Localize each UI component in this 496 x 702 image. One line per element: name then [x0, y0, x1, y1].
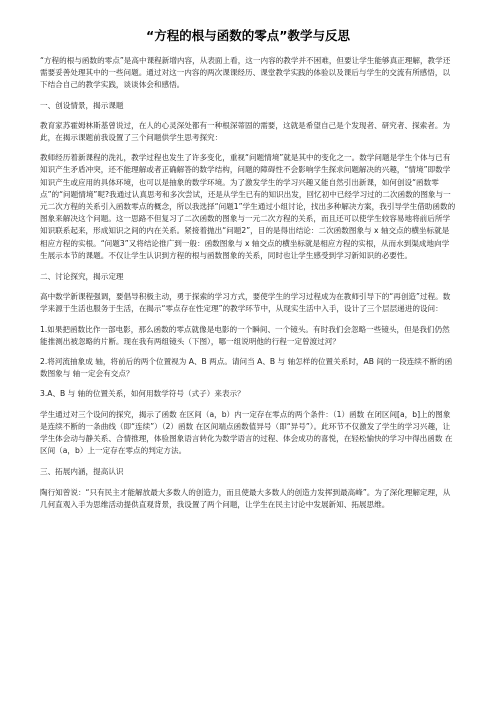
section-3-heading: 三、拓展内涵，提高认识: [40, 467, 124, 477]
section-1-paragraph-1: 教育家苏霍姆林斯基曾说过，在人的心灵深处都有一种根深蒂固的需要，这就是希望自己是个发现者、研究者、探索者。为此，在揭示课题前我设置了三个问题供学生思考探究：: [40, 120, 451, 143]
section-1-heading: 一、创设情景，揭示课题: [40, 100, 124, 110]
section-2-paragraph-2: 学生通过对三个设问的探究，揭示了函数 在区间（a，b）内一定存在零点的两个条件：（1）函数 在闭区间[a，b]上的图象是连续不断的一条曲线（即“连续”）（2）函数 在区间端点函数值异号（即“异号”）。此环节不仅激发了学生的学习兴趣，让学生体会动与静关系、合情推理，体验图象语言转化为数学语言的过程、体会成功的喜悦，在轻松愉快的学习中得出函数 在区间（a，b）上一定存在零点的判定方法。: [40, 409, 453, 456]
intro-paragraph: “方程的根与函数的零点”是高中课程新增内容，从表面上看，这一内容的教学并不困难，但要让学生能够真正理解，教学还需要妥善处理其中的一些问题。通过对这一内容的两次课课经历、课堂教学实践的体验以及课后与学生的交流有所感悟，以下结合自己的教学实践，谈谈体会和感悟。: [40, 56, 451, 90]
section-1-paragraph-2: 教师经历着新课程的洗礼，教学过程也发生了许多变化，重视“问题情境”就是其中的变化之一。数学问题是学生个体与已有知识产生矛盾冲突，还不能理解或者正确解答的数学结构，问题的障碍性不会影响学生探求问题解决的兴趣，“情境”即数学知识产生或应用的具体环境，也可以是抽象的数学环境。为了激发学生的学习兴趣又能自然引出新课，如何创设“函数零点”的“问题情境”呢?我通过认真思考和多次尝试，还是从学生已有的知识出发，回忆初中已经学习过的二次函数的图象与一元二次方程的关系引入函数零点的概念，所以我选择“问题1”学生通过小组讨论，找出多种解决方案，我引导学生借助函数的图象来解决这个问题。这一思路不但复习了二次函数的图象与一元二次方程的关系，而且还可以使学生较容易地将前后所学知识联系起来，形成知识之间的内在关系。紧接着抛出“问题2”，目的是得出结论：二次函数图象与 x 轴交点的横坐标就是相应方程的实根。“问题3”又将结论推广到一般：函数图象与 x 轴交点的横坐标就是相应方程的实根，从而水到渠成地向学生展示本节的课题。不仅让学生认识到方程的根与函数图象的关系，同时也让学生感受到学习新知识的必要性。: [40, 153, 456, 260]
section-2-heading: 二、讨论探究，揭示定理: [40, 272, 124, 282]
question-3: 3.A、B 与 轴的位置关系，如何用数学符号（式子）来表示？: [40, 389, 245, 399]
question-2: 2.将河流抽象成 轴，将前后的两个位置视为 A、B 两点。请问当 A、B 与 轴怎样的位置关系时，AB 间的一段连续不断的函数图象与 轴一定会有交点？: [40, 357, 453, 379]
document-title: “方程的根与函数的零点”教学与反思: [146, 28, 350, 43]
question-1: 1.如果把函数比作一部电影，那么函数的零点就像是电影的一个瞬间、一个镜头。有时我们会忽略一些镜头，但是我们仍然能推测出被忽略的片断。现在我有两组镜头（下图），哪一组说明他的行程一定曾渡过河？: [40, 324, 450, 346]
section-3-paragraph-1: 陶行知曾说：“只有民主才能解放最大多数人的创造力，而且使最大多数人的创造力发挥到最高峰”。为了深化理解定理，从几何直观入手为思维活动提供直观背景，我设置了两个问题，让学生在民主讨论中发展新知、拓展思维。: [40, 487, 451, 509]
section-2-paragraph-1: 高中数学新课程强调，要倡导积极主动，勇于探索的学习方式，要使学生的学习过程成为在教师引导下的“再创造”过程。数学来源于生活也服务于生活，在揭示“零点存在性定理”的教学环节中，从现实生活中入手，设计了三个层层递进的设问：: [40, 292, 451, 314]
